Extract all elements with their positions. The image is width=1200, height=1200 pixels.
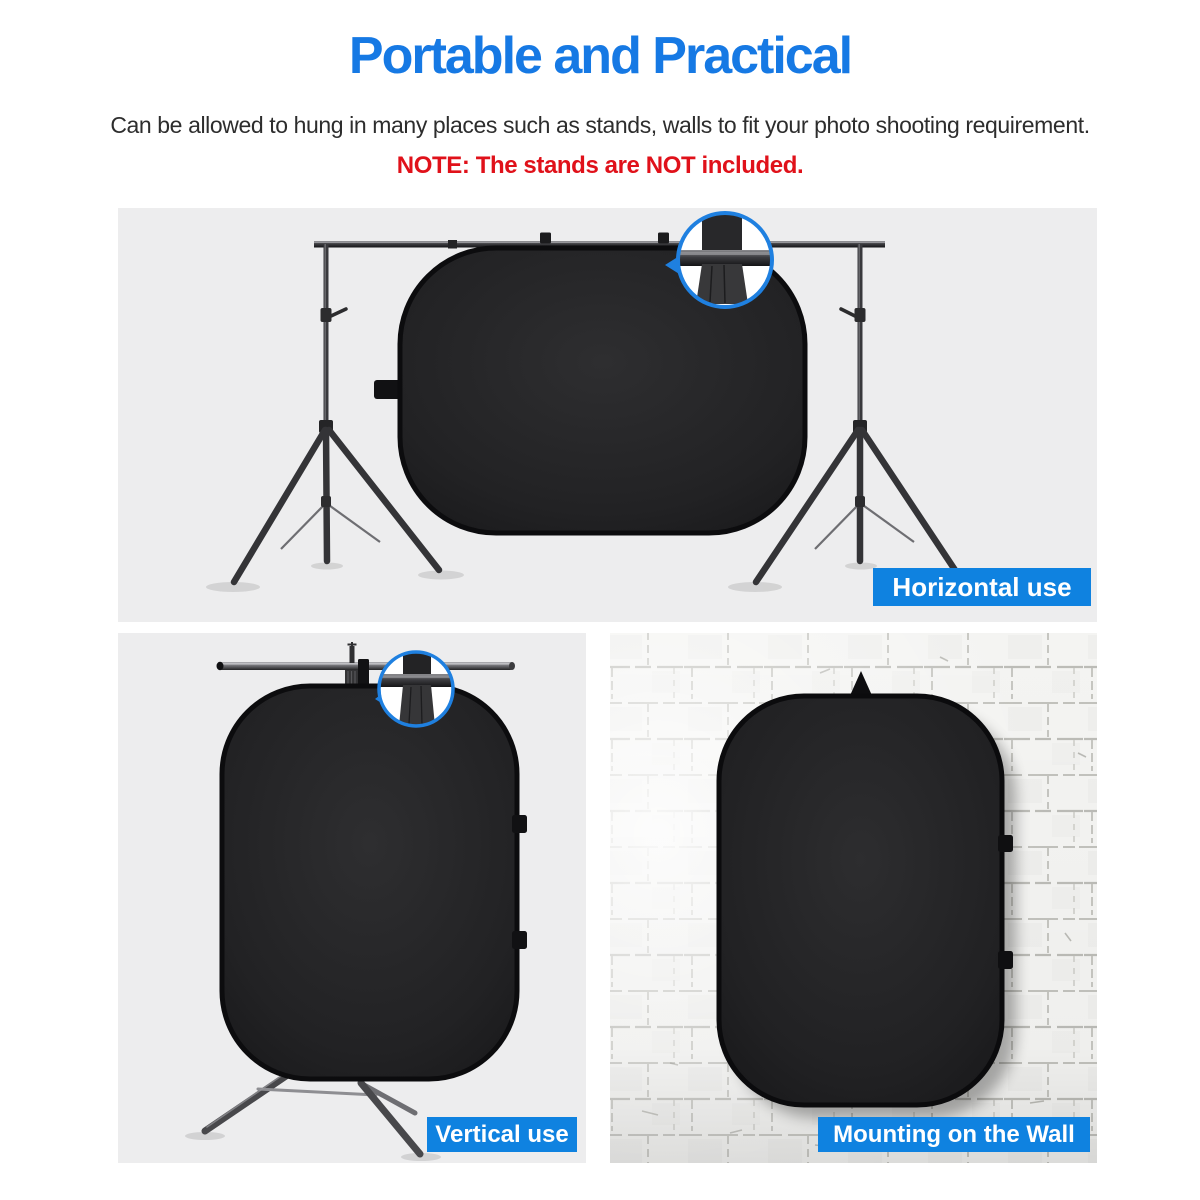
stands-note: NOTE: The stands are NOT included. [396,152,804,179]
horizontal-scene [118,208,1097,622]
photo-horizontal-use [118,208,1097,622]
tripod-legs [205,1074,420,1154]
page-subtitle: Can be allowed to hung in many places such as stands, walls to fit your photo shooting requirement. [110,112,1090,138]
photo-wall-mount [610,633,1097,1163]
page-title: Portable and Practical [348,27,852,85]
photo-vertical-use [118,633,586,1163]
badge-vertical-use: Vertical use [427,1117,577,1152]
wall-scene [610,633,1097,1163]
feet-shadows [206,563,980,593]
backdrop-vertical [222,686,527,1079]
badge-wall-mount: Mounting on the Wall [818,1117,1090,1152]
backdrop-wall [719,671,1013,1105]
badge-horizontal-use: Horizontal use [873,568,1091,606]
vertical-scene [118,633,586,1163]
